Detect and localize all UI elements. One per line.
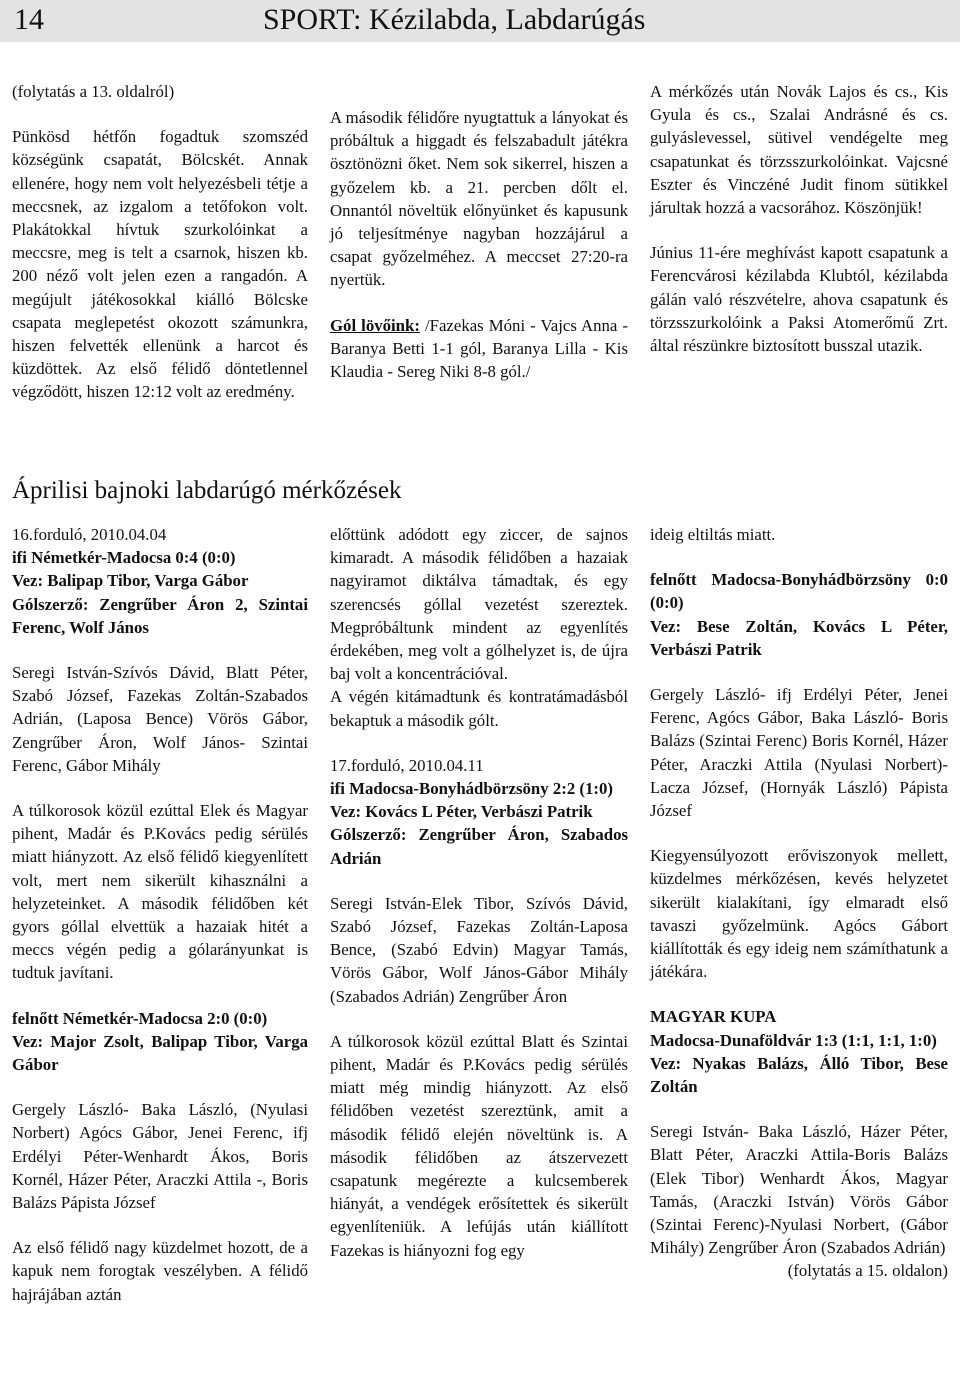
goal-scorers: Gólszerző: Zengrűber Áron, Szabados Adrián (330, 825, 628, 868)
match-report: A túlkorosok közül ezúttal Blatt és Szintai pihent, Madár és P.Kovács pedig sérülés miatt még mindig hiányzott. Az első félidőben vezetést szereztünk, amit a második félidő elején növeltünk is. A második félidőben az átszervezett csapatunk megérezte a kulcsemberek hiányát, a vendégek erősítettek és sikerült egyenlíteniük. A lefújás után kiállított Fazekas is hiányozni fog egy (330, 1031, 628, 1260)
lineup: Gergely László- Baka László, (Nyulasi Norbert) Agócs Gábor, Jenei Ferenc, ifj Erdélyi Péter-Wenhardt Ákos, Boris Kornél, Házer Péter, Araczki Attila -, Boris Balázs Pápista József (12, 1100, 308, 1213)
match-result: Madocsa-Dunaföldvár 1:3 (1:1, 1:1, 1:0) (650, 1030, 937, 1050)
handball-column-1 (12, 80, 308, 404)
article-paragraph: A második félidőre nyugtattuk a lányokat és próbáltuk a higgadt és felszabadult játékra ösztönözni őket. Nem sok sikerrel, hiszen a győzelem kb. a 21. percben dőlt el. Onnantól növeltük előnyünket és kapusunk jó teljesítménye nagyban hozzájárul a csapat győzelméhez. A meccset 27:20-ra nyertük. (330, 108, 628, 290)
match-result: felnőtt Madocsa-Bonyhádbörzsöny 0:0 (0:0) (650, 570, 948, 613)
article-paragraph: Június 11-ére meghívást kapott csapatunk a Ferencvárosi kézilabda Klubtól, kézilabda gálán való részvételre, ahova csapatunk és törzsszurkolóink a Paksi Atomerőmű Zrt. által részünkre biztosított busszal utazik. (650, 243, 948, 356)
referees: Vez: Bese Zoltán, Kovács L Péter, Verbászi Patrik (650, 616, 948, 659)
lineup: Seregi István- Baka László, Házer Péter, Blatt Péter, Araczki Attila-Boris Balázs (Elek Tibor) Wenhardt Ákos, Magyar Tamás, (Araczki István) Vörös Gábor (Szintai Ferenc)-Nyulasi Norbert, (Gábor Mihály) Zengrűber Áron (Szabados Adrián) (650, 1122, 948, 1258)
round-label: 17.forduló, 2010.04.11 (330, 755, 484, 775)
lineup: Gergely László- ifj Erdélyi Péter, Jenei Ferenc, Agócs Gábor, Baka László- Boris Balázs (Szintai Ferenc) Boris Kornél, Házer Péter, Araczki Attila (Nyulasi Norbert)-Lacza József, (Hornyák László) Pápista József (650, 685, 948, 821)
football-column-3 (650, 523, 948, 1283)
scorers-text: /Fazekas Móni - Vajcs Anna - Baranya Betti 1-1 gól, Baranya Lilla - Kis Klaudia - Sereg Niki 8-8 gól./ (330, 315, 628, 382)
section-title: Áprilisi bajnoki labdarúgó mérkőzések (12, 477, 402, 504)
match-result: ifi Németkér-Madocsa 0:4 (0:0) (12, 548, 236, 568)
scorers-label: Gól lövőink: (330, 315, 420, 335)
referees: Vez: Major Zsolt, Balipap Tibor, Varga Gábor (12, 1031, 308, 1075)
page-header (0, 0, 960, 42)
page-number: 14 (14, 3, 44, 36)
match-result: ifi Madocsa-Bonyhádbörzsöny 2:2 (1:0) (330, 779, 613, 799)
football-column-1 (12, 523, 308, 1306)
match-report: ideig eltiltás miatt. (650, 525, 776, 544)
referees: Vez: Balipap Tibor, Varga Gábor (12, 571, 249, 591)
handball-column-2 (330, 106, 628, 383)
football-column-2 (330, 523, 628, 1262)
scorers-paragraph (330, 314, 628, 384)
article-paragraph: Pünkösd hétfőn fogadtuk szomszéd községünk csapatát, Bölcskét. Annak ellenére, hogy nem volt helyezésbeli tétje a meccsnek, az izgalom a tetőfokon volt. Plakátokkal hívtuk szurkolóinkat a meccsre, meg is telt a csarnok, hiszen kb. 200 néző volt jelen ezen a rangadón. A megújult játékosokkal kiálló Bölcske csapata meglepetést okozott számunkra, hiszen felvették ellenünk a harcot és küzdöttek. Az első félidő döntetlennel végződött, hiszen 12:12 volt az eredmény. (12, 127, 308, 402)
handball-column-3 (650, 80, 948, 357)
cup-title: MAGYAR KUPA (650, 1007, 777, 1027)
round-label: 16.forduló, 2010.04.04 (12, 525, 167, 544)
continued-from-note: (folytatás a 13. oldalról) (12, 82, 175, 101)
match-report: előttünk adódott egy ziccer, de sajnos kimaradt. A második félidőben a hazaiak nagyiramot diktálva támadtak, és egy szerencsés góllal vezetést szereztek. Megpróbáltunk mindent az egyenlítés érdekében, meg volt a gólhelyzet is, de újra baj volt a koncentrációval. (330, 525, 628, 684)
referees: Vez: Kovács L Péter, Verbászi Patrik (330, 802, 593, 822)
referees: Vez: Nyakas Balázs, Álló Tibor, Bese Zoltán (650, 1053, 948, 1097)
page-title: SPORT: Kézilabda, Labdarúgás (263, 3, 646, 36)
lineup: Seregi István-Elek Tibor, Szívós Dávid, Szabó József, Fazekas Zoltán-Laposa Bence, (Szabó Edvin) Magyar Tamás, Vörös Gábor, Wolf János-Gábor Mihály (Szabados Adrián) Zengrűber Áron (330, 893, 628, 1006)
match-report: A végén kitámadtunk és kontratámadásból bekaptuk a második gólt. (330, 687, 628, 730)
goal-scorers: Gólszerző: Zengrűber Áron 2, Szintai Ferenc, Wolf János (12, 594, 308, 637)
article-paragraph: A mérkőzés után Novák Lajos és cs., Kis Gyula és cs., Szalai Andrásné és cs. gulyáslevessel, sütivel vendégelte meg csapatunkat és törzsszurkolóinkat. Vajcsné Eszter és Vinczéné Judit finom sütikkel járultak hozzá a vacsorához. Köszönjük! (650, 82, 948, 218)
match-report: Kiegyensúlyozott erőviszonyok mellett, küzdelmes mérkőzésen, kevés helyzetet sikerült kialakítani, így elmaradt első tavaszi győzelmünk. Agócs Gábort kiállították és egy ideig nem számíthatunk a játékára. (650, 846, 948, 982)
lineup: Seregi István-Szívós Dávid, Blatt Péter, Szabó József, Fazekas Zoltán-Szabados Adrián, (Laposa Bence) Vörös Gábor, Zengrűber Áron, Wolf János- Szintai Ferenc, Gábor Mihály (12, 663, 308, 775)
continued-on-note: (folytatás a 15. oldalon) (787, 1261, 948, 1281)
match-report: A túlkorosok közül ezúttal Elek és Magyar pihent, Madár és P.Kovács pedig sérülés miatt hiányzott. Az első félidő kiegyenlített volt, mert nem sikerült kihasználni a helyzeteinket. A második félidőben két gyors góllal elvettük a hazaiak hitét a meccs végén pedig a gólarányunkat is tudtuk javítani. (12, 801, 308, 983)
match-report: Az első félidő nagy küzdelmet hozott, de a kapuk nem forogtak veszélyben. A félidő hajrájában aztán (12, 1238, 308, 1304)
match-result: felnőtt Németkér-Madocsa 2:0 (0:0) (12, 1008, 268, 1028)
